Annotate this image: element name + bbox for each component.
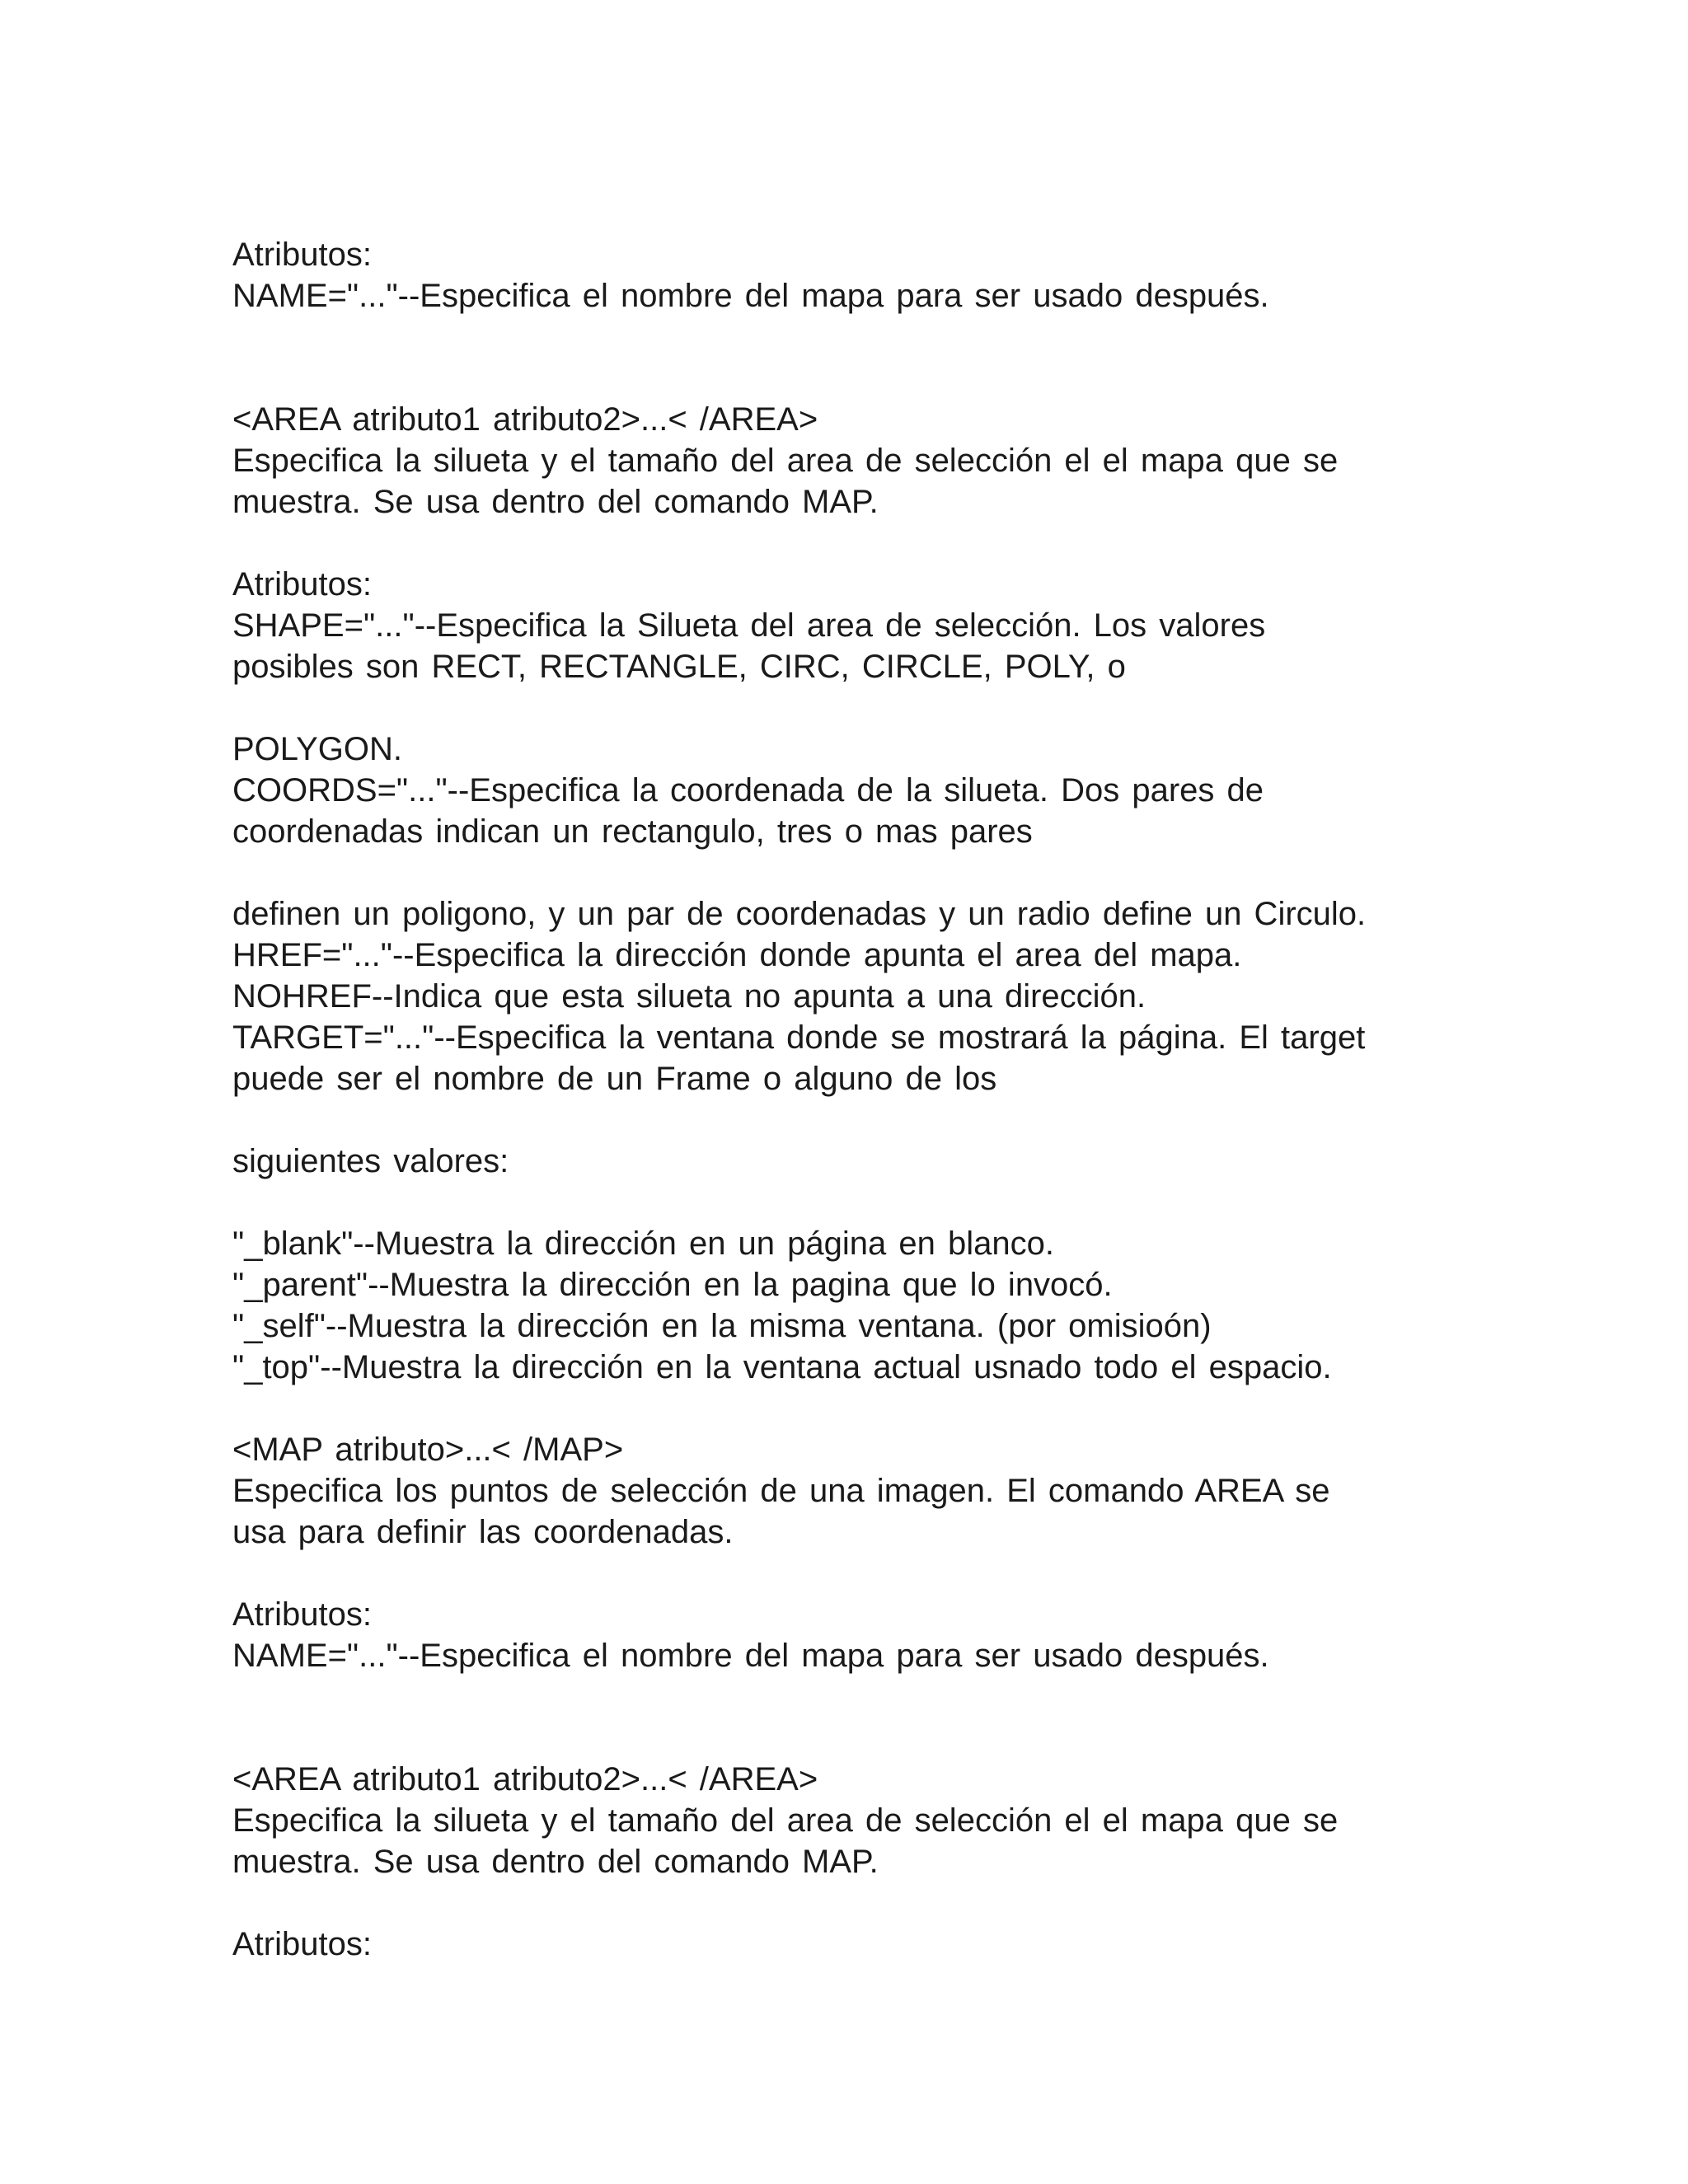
paragraph-line: definen un poligono, y un par de coordenadas y un radio define un Circulo. (232, 896, 1367, 932)
paragraph-line: <AREA atributo1 atributo2>...< /AREA> (232, 1761, 818, 1797)
paragraph-line: "_top"--Muestra la dirección en la ventana actual usnado todo el espacio. (232, 1349, 1332, 1385)
paragraph-gap (232, 1182, 1469, 1223)
paragraph-line: Atributos: (232, 1596, 372, 1633)
paragraph-gap (232, 1882, 1469, 1924)
paragraph-line: NOHREF--Indica que esta silueta no apunta a una dirección. (232, 978, 1146, 1015)
paragraph-line: coordenadas indican un rectangulo, tres o mas pares (232, 813, 1033, 850)
paragraph-line: NAME="..."--Especifica el nombre del mapa para ser usado después. (232, 1638, 1269, 1674)
paragraph-line: Atributos: (232, 566, 372, 602)
paragraph-gap (232, 852, 1469, 893)
paragraph-line: TARGET="..."--Especifica la ventana donde se mostrará la página. El target (232, 1019, 1366, 1056)
paragraph-line: NAME="..."--Especifica el nombre del mapa para ser usado después. (232, 278, 1269, 314)
paragraph-line: "_blank"--Muestra la dirección en un página en blanco. (232, 1226, 1054, 1262)
paragraph-line: Especifica la silueta y el tamaño del area de selección el el mapa que se (232, 443, 1339, 479)
paragraph-line: "_parent"--Muestra la dirección en la pagina que lo invocó. (232, 1267, 1113, 1303)
paragraph-gap (232, 523, 1469, 564)
paragraph-line: HREF="..."--Especifica la dirección donde apunta el area del mapa. (232, 937, 1242, 973)
paragraph-line: "_self"--Muestra la dirección en la misma ventana. (por omisioón) (232, 1308, 1212, 1344)
paragraph-line: usa para definir las coordenadas. (232, 1514, 734, 1550)
paragraph-line: posibles son RECT, RECTANGLE, CIRC, CIRCLE, POLY, o (232, 649, 1126, 685)
paragraph-gap (232, 1553, 1469, 1594)
paragraph-gap (232, 687, 1469, 729)
document-body (232, 234, 1469, 1965)
paragraph-line: siguientes valores: (232, 1143, 509, 1179)
paragraph-gap (232, 316, 1469, 399)
paragraph-gap (232, 1676, 1469, 1759)
paragraph-line: muestra. Se usa dentro del comando MAP. (232, 1844, 879, 1880)
paragraph-line: Atributos: (232, 237, 372, 273)
paragraph-line: puede ser el nombre de un Frame o alguno de los (232, 1061, 997, 1097)
paragraph-line: Especifica la silueta y el tamaño del area de selección el el mapa que se (232, 1802, 1339, 1839)
paragraph-gap (232, 1099, 1469, 1141)
paragraph-line: COORDS="..."--Especifica la coordenada de la silueta. Dos pares de (232, 772, 1264, 808)
paragraph-line: <MAP atributo>...< /MAP> (232, 1432, 624, 1468)
paragraph-line: SHAPE="..."--Especifica la Silueta del area de selección. Los valores (232, 607, 1266, 644)
paragraph-line: Especifica los puntos de selección de una imagen. El comando AREA se (232, 1473, 1330, 1509)
paragraph-line: muestra. Se usa dentro del comando MAP. (232, 484, 879, 520)
paragraph-line: <AREA atributo1 atributo2>...< /AREA> (232, 401, 818, 438)
paragraph-line: POLYGON. (232, 731, 402, 767)
paragraph-gap (232, 1388, 1469, 1429)
paragraph-line: Atributos: (232, 1926, 372, 1962)
